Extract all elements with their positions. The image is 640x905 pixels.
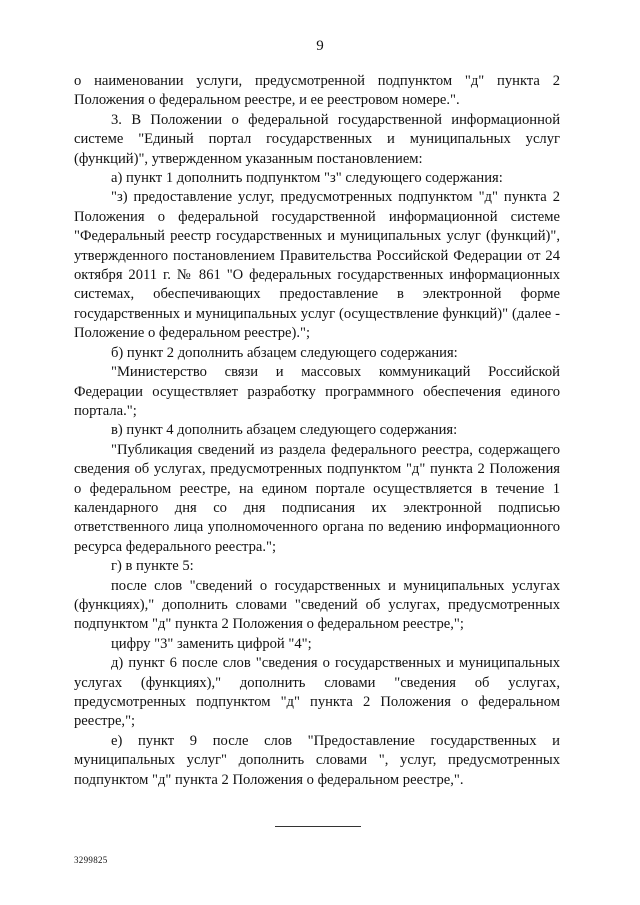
paragraph-13: е) пункт 9 после слов "Предоставление государственных и муниципальных услуг" дополнить словами ", услуг, предусмотренных подпунктом "д" пункта 2 Положения о федеральном реестре,". xyxy=(74,732,560,788)
paragraph-11: цифру "3" заменить цифрой "4"; xyxy=(111,635,312,652)
paragraph-7: в) пункт 4 дополнить абзацем следующего содержания: xyxy=(111,422,458,439)
page-number: 9 xyxy=(316,38,324,54)
document-code: 3299825 xyxy=(74,855,108,865)
paragraph-2: 3. В Положении о федеральной государственной информационной системе "Единый портал государственных и муниципальных услуг (функций)", утвержденном указанным постановлением: xyxy=(74,111,560,167)
paragraph-1: о наименовании услуги, предусмотренной подпунктом "д" пункта 2 Положения о федеральном реестре, и ее реестровом номере.". xyxy=(74,73,560,109)
paragraph-5: б) пункт 2 дополнить абзацем следующего содержания: xyxy=(111,344,458,361)
paragraph-3: а) пункт 1 дополнить подпунктом "з" следующего содержания: xyxy=(111,170,503,187)
paragraph-9: г) в пункте 5: xyxy=(111,558,194,575)
document-body xyxy=(74,72,560,790)
footer-divider xyxy=(275,826,361,827)
paragraph-6: "Министерство связи и массовых коммуникаций Российской Федерации осуществляет разработку программного обеспечения единого портала."; xyxy=(74,364,560,419)
paragraph-10: после слов "сведений о государственных и муниципальных услугах (функциях)," дополнить словами "сведений об услугах, предусмотренных подпунктом "д" пункта 2 Положения о федеральном реестре,"; xyxy=(74,577,560,633)
paragraph-12: д) пункт 6 после слов "сведения о государственных и муниципальных услугах (функциях)," дополнить словами "сведения об услугах, предусмотренных подпунктом "д" пункта 2 Положения о федеральном реестре,"; xyxy=(74,655,560,730)
paragraph-4: "з) предоставление услуг, предусмотренных подпунктом "д" пункта 2 Положения о федеральной государственной информационной системе "Федеральный реестр государственных и муниципальных услуг (функций)", утвержденного постановлением Правительства Российской Федерации от 24 октября 2011 г. № 861 "О федеральных государственных информационных системах, обеспечивающих предоставление в электронной форме государственных и муниципальных услуг (осуществление функций)" (далее - Положение о федеральном реестре)."; xyxy=(74,189,560,342)
paragraph-8: "Публикация сведений из раздела федерального реестра, содержащего сведения об услугах, предусмотренных подпунктом "д" пункта 2 Положения о федеральном реестре, на едином портале осуществляется в течение 1 календарного дня со дня подписания их электронной подписью ответственного лица уполномоченного органа по ведению информационного ресурса федерального реестра."; xyxy=(74,441,560,555)
